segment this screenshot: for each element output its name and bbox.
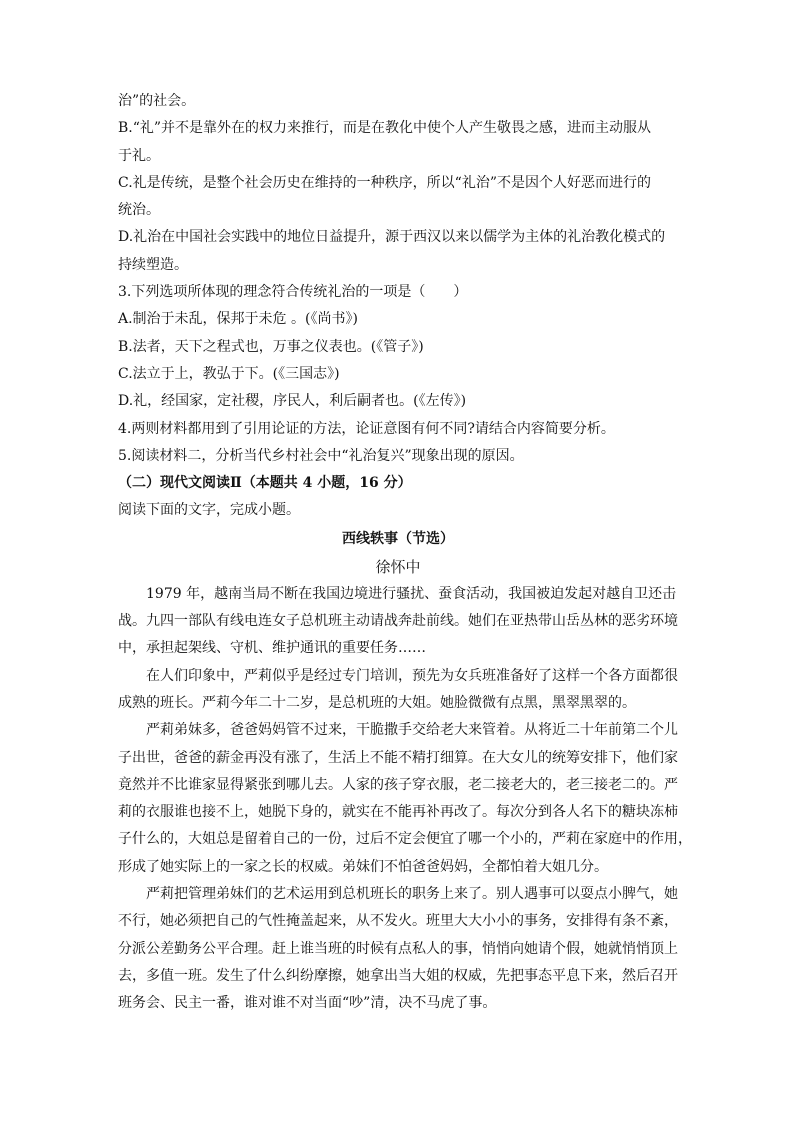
text-line: 莉的衣服谁也接不上，她脱下身的，就实在不能再补再改了。每次分到各人名下的糖块冻柿 — [118, 804, 678, 821]
question-3-option-c: C.法立于上，教弘于下。(《三国志》) — [118, 365, 340, 382]
article-author: 徐怀中 — [375, 557, 421, 576]
question-3-option-a: A.制治于未乱，保邦于未危 。(《尚书》) — [118, 311, 358, 328]
paragraph — [118, 663, 678, 718]
question-3-option-d: D.礼，经国家，定社稷，序民人，利后嗣者也。(《左传》) — [118, 393, 467, 410]
text-line: 在人们印象中，严莉似乎是经过专门培训，预先为女兵班准备好了这样一个各方面都很 — [146, 667, 678, 684]
text-line: 于礼。 — [118, 147, 160, 164]
reading-section — [118, 470, 692, 1017]
paragraph — [118, 581, 678, 663]
text-line: 统治。 — [118, 202, 160, 219]
question-3-option-b: B.法者，天下之程式也，万事之仪表也。(《管子》) — [118, 338, 424, 355]
instruction: 阅读下面的文字，完成小题。 — [118, 502, 300, 519]
option-c-line: C.礼是传统，是整个社会历史在维持的一种秩序，所以“礼治”不是因个人好恶而进行的 — [118, 174, 651, 191]
question-options-section — [118, 88, 678, 470]
text-line: 中，承担起架线、守机、维护通讯的重要任务…… — [118, 640, 426, 657]
text-line: 形成了她实际上的一家之长的权威。弟妹们不怕爸爸妈妈，全都怕着大姐几分。 — [118, 858, 608, 875]
text-line: 分派公差勤务公平合理。赶上谁当班的时候有点私人的事，悄悄向她请个假，她就悄悄顶上 — [118, 940, 678, 957]
text-line: 战。九四一部队有线电连女子总机班主动请战奔赴前线。她们在亚热带山岳丛林的恶劣环境 — [118, 613, 678, 630]
text-line: 不行，她必须把自己的气性掩盖起来，从不发火。班里大大小小的事务，安排得有条不紊， — [118, 913, 678, 930]
text-line: 治”的社会。 — [118, 93, 196, 109]
paragraph — [118, 881, 678, 1017]
text-line: 1979 年，越南当局不断在我国边境进行骚扰、蚕食活动，我国被迫发起对越自卫还击 — [146, 585, 677, 602]
question-5: 5.阅读材料二，分析当代乡村社会中“礼治复兴”现象出现的原因。 — [118, 447, 524, 464]
question-3-stem: 3.下列选项所体现的理念符合传统礼治的一项是（ ） — [118, 284, 468, 301]
text-line: 竟然并不比谁家显得紧张到哪儿去。人家的孩子穿衣服，老二接老大的，老三接老二的。严 — [118, 776, 678, 793]
text-line: 持续塑造。 — [118, 256, 188, 273]
paragraph — [118, 717, 692, 881]
text-line: 去，多值一班。发生了什么纠纷摩擦，她拿出当大姐的权威，先把事态平息下来，然后召开 — [118, 967, 678, 984]
section-heading: （二）现代文阅读Ⅱ（本题共 4 小题，16 分） — [118, 475, 412, 492]
article-title: 西线轶事（节选） — [342, 530, 454, 547]
option-b-line: B.“礼”并不是靠外在的权力来推行，而是在教化中使个人产生敬畏之感，进而主动服从 — [118, 120, 652, 137]
document-page — [118, 88, 692, 1018]
text-line: 严莉把管理弟妹们的艺术运用到总机班长的职务上来了。别人遇事可以耍点小脾气，她 — [146, 886, 678, 903]
text-line: 子出世，爸爸的薪金再没有涨了，生活上不能不精打细算。在大女儿的统筹安排下，他们家 — [118, 749, 678, 766]
text-line: 严莉弟妹多，爸爸妈妈管不过来，干脆撒手交给老大来管着。从将近二十年前第二个儿 — [146, 722, 678, 739]
text-line: 成熟的班长。严莉今年二十二岁，是总机班的大姐。她脸微微有点黑，黑翠黑翠的。 — [118, 694, 636, 711]
text-line: 班务会、民主一番，谁对谁不对当面“吵”清，决不马虎了事。 — [118, 995, 497, 1012]
text-line: 子什么的，大姐总是留着自己的一份，过后不定会便宜了哪一个小的，严莉在家庭中的作用， — [118, 831, 692, 848]
question-4: 4.两则材料都用到了引用论证的方法，论证意图有何不同?请结合内容简要分析。 — [118, 420, 615, 437]
option-d-line: D.礼治在中国社会实践中的地位日益提升，源于西汉以来以儒学为主体的礼治教化模式的 — [118, 229, 666, 246]
